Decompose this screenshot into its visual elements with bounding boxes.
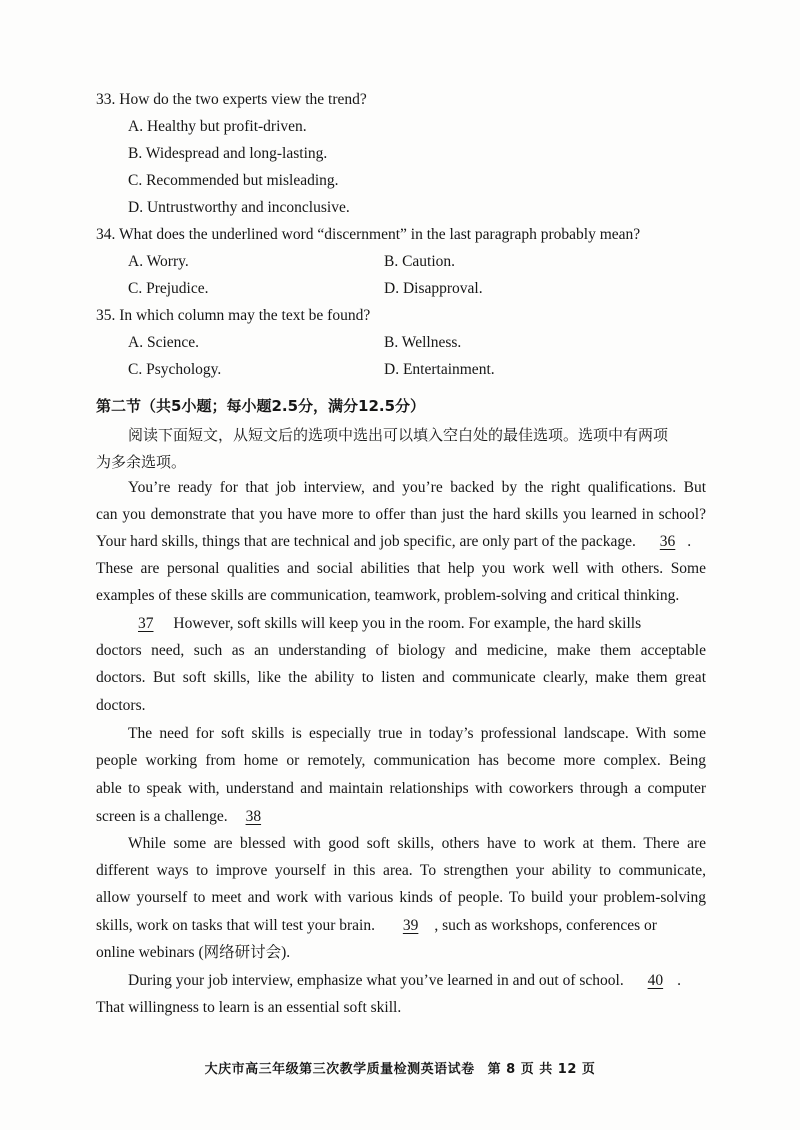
passage-p2-line-1-text: However, soft skills will keep you in the room. For example, the hard skills [173, 615, 642, 632]
blank-39: 39 [402, 917, 419, 934]
blank-37: 37 [138, 615, 154, 632]
question-33-option-b: B. Widespread and long-lasting. [128, 145, 328, 162]
passage-p3-line-4-text: screen is a challenge. [96, 808, 228, 825]
passage-p1-line-2: can you demonstrate that you have more to offer than just the hard skills you learned in school? [96, 506, 706, 523]
question-35-option-d: D. Entertainment. [384, 361, 495, 378]
question-34-stem: 34. What does the underlined word “discernment” in the last paragraph probably mean? [96, 226, 641, 243]
passage-p2-line-1 [128, 614, 706, 634]
passage-p1-line-3-text: Your hard skills, things that are technical and job specific, are only part of the package. [96, 533, 636, 550]
blank-36: 36 [659, 533, 676, 550]
passage-p5-line-1-text: During your job interview, emphasize what you’ve learned in and out of school. [128, 972, 624, 989]
passage-p4-line-3: allow yourself to meet and work with various kinds of people. To build your problem-solving [96, 889, 706, 906]
passage-p1-line-5: examples of these skills are communication, teamwork, problem-solving and critical thinking. [96, 587, 680, 604]
question-34-option-c: C. Prejudice. [128, 280, 209, 297]
passage-p3-line-3: able to speak with, understand and maintain relationships with coworkers through a computer [96, 780, 706, 797]
section-2-instruction-line-1: 阅读下面短文，从短文后的选项中选出可以填入空白处的最佳选项。选项中有两项 [128, 426, 669, 444]
passage-p4-line-4 [96, 916, 706, 936]
passage-p2-line-3: doctors. But soft skills, like the ability to listen and communicate clearly, make them great [96, 669, 706, 686]
section-2-instruction-line-2: 为多余选项。 [96, 453, 187, 471]
page-footer [0, 1058, 800, 1077]
question-33-option-a: A. Healthy but profit-driven. [128, 118, 307, 135]
passage-p5-line-1: During your job interview, emphasize what you’ve learned in and out of school. 40 . [128, 972, 681, 989]
blank-38: 38 [245, 808, 262, 825]
passage-p2-line-4: doctors. [96, 697, 146, 714]
passage-p1-line-3: Your hard skills, things that are technical and job specific, are only part of the package. 36 . [96, 533, 692, 550]
passage-p4-line-2: different ways to improve yourself in this area. To strengthen your ability to communicate, [96, 862, 706, 879]
passage-p2-line-2: doctors need, such as an understanding of biology and medicine, make them acceptable [96, 642, 706, 659]
passage-p5-line-2: That willingness to learn is an essential soft skill. [96, 999, 402, 1016]
question-34-option-b: B. Caution. [384, 253, 456, 270]
question-34-option-d: D. Disapproval. [384, 280, 483, 297]
passage-p4-line-1: While some are blessed with good soft skills, others have to work at them. There are [128, 835, 706, 852]
question-33-option-c: C. Recommended but misleading. [128, 172, 339, 189]
question-35-option-a: A. Science. [128, 334, 200, 351]
question-33-option-d: D. Untrustworthy and inconclusive. [128, 199, 350, 216]
question-33-stem: 33. How do the two experts view the trend? [96, 91, 367, 108]
section-2-heading: 第二节（共5小题；每小题2.5分，满分12.5分） [96, 397, 426, 415]
question-35-option-c: C. Psychology. [128, 361, 222, 378]
question-35-stem: 35. In which column may the text be found? [96, 307, 371, 324]
passage-p4-line-4-text: skills, work on tasks that will test your brain. [96, 917, 375, 934]
footer-page-number: 第 8 页 共 12 页 [487, 1062, 596, 1077]
passage-p1-line-4: These are personal qualities and social abilities that help you work well with others. Some [96, 560, 706, 577]
footer-exam-title: 大庆市高三年级第三次教学质量检测英语试卷 [204, 1062, 475, 1077]
passage-p3-line-1: The need for soft skills is especially true in today’s professional landscape. With some [128, 725, 706, 742]
passage-p3-line-2: people working from home or remotely, communication has become more complex. Being [96, 752, 706, 769]
question-35-option-b: B. Wellness. [384, 334, 462, 351]
passage-p1-line-1: You’re ready for that job interview, and you’re backed by the right qualifications. But [128, 479, 706, 496]
question-34-option-a: A. Worry. [128, 253, 189, 270]
passage-p4-line-5: online webinars (网络研讨会). [96, 944, 291, 961]
passage-p4-line-4-tail: , such as workshops, conferences or [434, 917, 657, 934]
blank-40: 40 [647, 972, 664, 989]
passage-p3-line-4 [96, 807, 706, 827]
